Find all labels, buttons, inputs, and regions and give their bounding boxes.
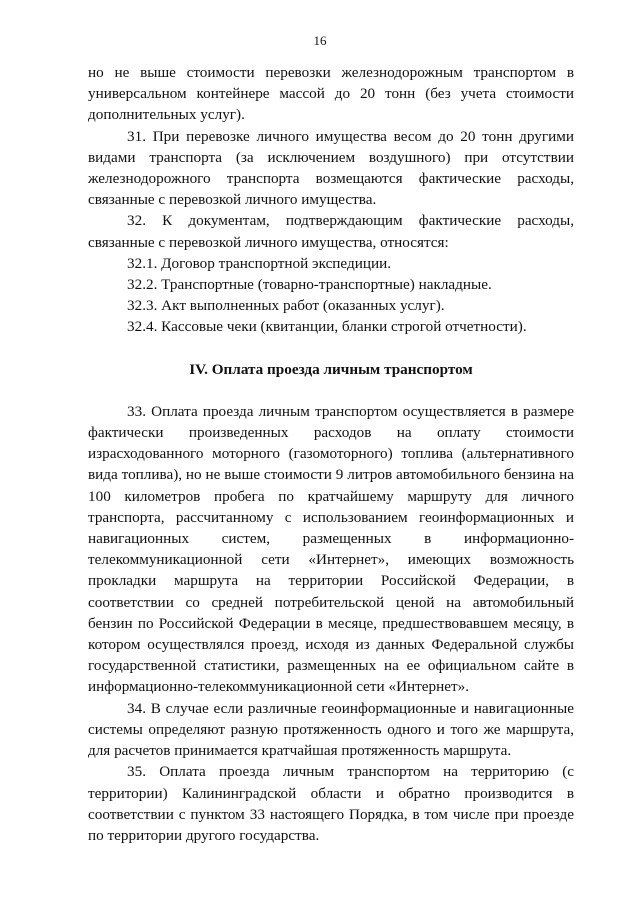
list-item-32-1: 32.1. Договор транспортной экспедиции.: [127, 254, 392, 272]
paragraph-34: 34. В случае если различные геоинформационные и навигационные системы определяют разную протяженность одного и того же маршрута, для расчетов принимается кратчайшая протяженность маршрута.: [88, 699, 574, 760]
list-item-32-4: 32.4. Кассовые чеки (квитанции, бланки строгой отчетности).: [127, 318, 527, 336]
document-body: [88, 62, 574, 846]
list-item-32-3: 32.3. Акт выполненных работ (оказанных услуг).: [127, 297, 445, 315]
page-number: 16: [313, 33, 327, 48]
paragraph-33: 33. Оплата проезда личным транспортом осуществляется в размере фактически произведенных расходов на оплату стоимости израсходованного моторного (газомоторного) топлива (альтернативного вида топлива), но не выше стоимости 9 литров автомобильного бензина на 100 километров пробега по кратчайшему маршруту для личного транспорта, рассчитанному с использованием геоинформационных и навигационных систем, размещенных в информационно-телекоммуникационной сети «Интернет», имеющих возможность прокладки маршрута на территории Российской Федерации, в соответствии со средней потребительской ценой на автомобильный бензин по Российской Федерации в месяце, предшествовавшем месяцу, в котором осуществлялся проезд, исходя из данных Федеральной службы государственной статистики, размещенных на ее официальном сайте в информационно-телекоммуникационной сети «Интернет».: [88, 402, 574, 696]
list-item-32-2: 32.2. Транспортные (товарно-транспортные) накладные.: [127, 276, 492, 294]
section-heading: IV. Оплата проезда личным транспортом: [189, 360, 473, 378]
paragraph-continuation: но не выше стоимости перевозки железнодорожным транспортом в универсальном контейнере массой до 20 тонн (без учета стоимости дополнительных услуг).: [88, 64, 574, 124]
paragraph-31: 31. При перевозке личного имущества весом до 20 тонн другими видами транспорта (за исключением воздушного) при отсутствии железнодорожного транспорта возмещаются фактические расходы, связанные с перевозкой личного имущества.: [88, 127, 574, 209]
paragraph-32: 32. К документам, подтверждающим фактические расходы, связанные с перевозкой личного имущества, относятся:: [88, 212, 574, 251]
paragraph-35: 35. Оплата проезда личным транспортом на территорию (с территории) Калининградской области и обратно производится в соответствии с пунктом 33 настоящего Порядка, в том числе при проезде по территории другого государства.: [88, 763, 574, 844]
